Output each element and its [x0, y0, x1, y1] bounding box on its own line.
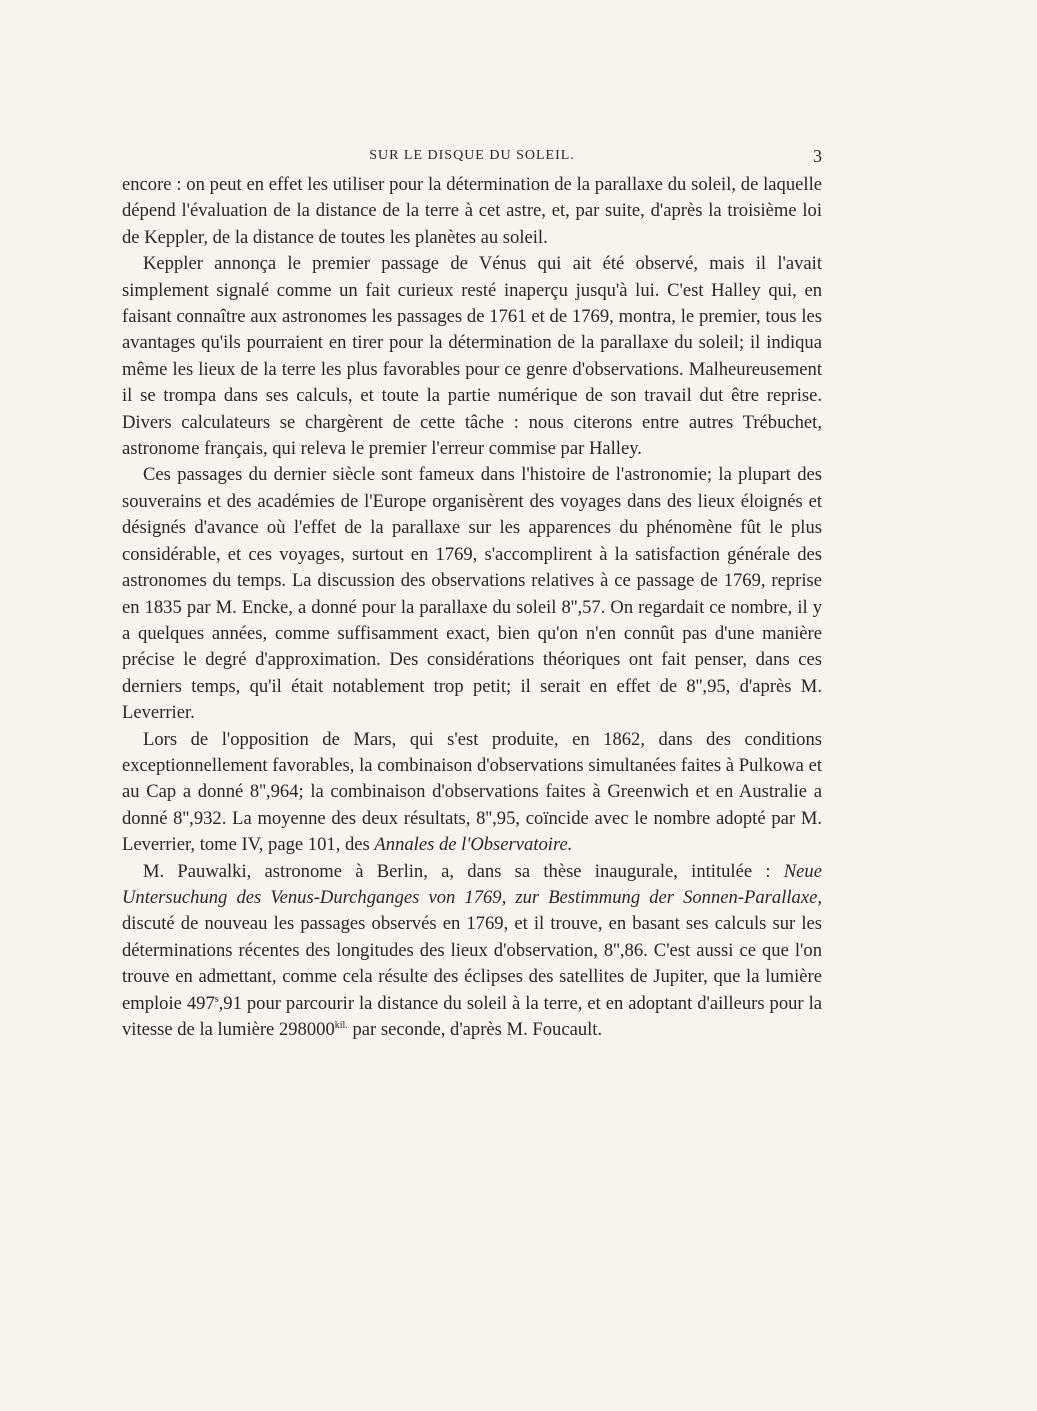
paragraph-4-text: Lors de l'opposition de Mars, qui s'est produite, en 1862, dans des conditions exceptionnellement favorables, la combinaison d'observations simultanées faites à Pulkowa et au Cap a donné 8'',964; la combinaison d'observations faites à Greenwich et en Australie a donné 8'',932. La moyenne des deux résultats, 8'',95, coïncide avec le nombre adopté par M. Leverrier, tome IV, page 101, des: [122, 728, 822, 856]
paragraph-1: encore : on peut en effet les utiliser pour la détermination de la parallaxe du soleil, de laquelle dépend l'évaluation de la distance de la terre à cet astre, et, par suite, d'après la troisième loi de Keppler, de la distance de toutes les planètes au soleil.: [122, 174, 822, 248]
paragraph-3: Ces passages du dernier siècle sont fameux dans l'histoire de l'astronomie; la plupart des souverains et des académies de l'Europe organisèrent des voyages dans des lieux éloignés et désignés d'avance où l'effet de la parallaxe sur les apparences du phénomène fût le plus considérable, et ces voyages, surtout en 1769, s'accomplirent à la satisfaction générale des astronomes du temps. La discussion des observations relatives à ce passage de 1769, reprise en 1835 par M. Encke, a donné pour la parallaxe du soleil 8'',57. On regardait ce nombre, il y a quelques années, comme suffisamment exact, bien qu'on n'en connût pas d'une manière précise le degré d'approximation. Des considérations théoriques ont fait penser, dans ces derniers temps, qu'il était notablement trop petit; il serait en effet de 8'',95, d'après M. Leverrier.: [122, 464, 822, 724]
paragraph-5-text-1: M. Pauwalki, astronome à Berlin, a, dans sa thèse inaugurale, intitulée :: [143, 860, 784, 882]
paragraph-5: [122, 859, 822, 1044]
seconds-superscript: s: [214, 993, 219, 1005]
thesis-title: Neue Untersuchung des Venus-Durchganges von 1769, zur Bestimmung der Sonnen-Parallaxe,: [122, 860, 822, 908]
page-number: 3: [813, 146, 822, 166]
paragraph-4: [122, 727, 822, 859]
paragraph-5-text-4: par seconde, d'après M. Foucault.: [347, 1019, 603, 1040]
paragraph-2: Keppler annonça le premier passage de Vénus qui ait été observé, mais il l'avait simplement signalé comme un fait curieux resté inaperçu jusqu'à lui. C'est Halley qui, en faisant connaître aux astronomes les passages de 1761 et de 1769, montra, le premier, tous les avantages qu'ils pourraient en tirer pour la détermination de la parallaxe du soleil; il indiqua même les lieux de la terre les plus favorables pour ce genre d'observations. Malheureusement il se trompa dans ses calculs, et toute la partie numérique de son travail dut être reprise. Divers calculateurs se chargèrent de cette tâche : nous citerons entre autres Trébuchet, astronome français, qui releva le premier l'erreur commise par Halley.: [122, 253, 822, 460]
running-title: SUR LE DISQUE DU SOLEIL.: [369, 148, 575, 163]
running-head: [122, 146, 822, 166]
annales-title: Annales de l'Observatoire.: [374, 834, 573, 856]
kilometre-superscript: kil.: [334, 1020, 348, 1031]
paragraph-5-text-2: discuté de nouveau les passages observés en 1769, et il trouve, en basant ses calculs sur les déterminations récentes des longitudes des lieux d'observation, 8'',86. C'est aussi ce que l'on trouve en admettant, comme cela résulte des éclipses des satellites de Jupiter, que la lumière emploie 497: [122, 913, 822, 1014]
paragraph-5-text-3: ,91 pour parcourir la distance du soleil à la terre, et en adoptant d'ailleurs pour la vitesse de la lumière 298000: [122, 992, 822, 1040]
body-text: [122, 172, 822, 1043]
